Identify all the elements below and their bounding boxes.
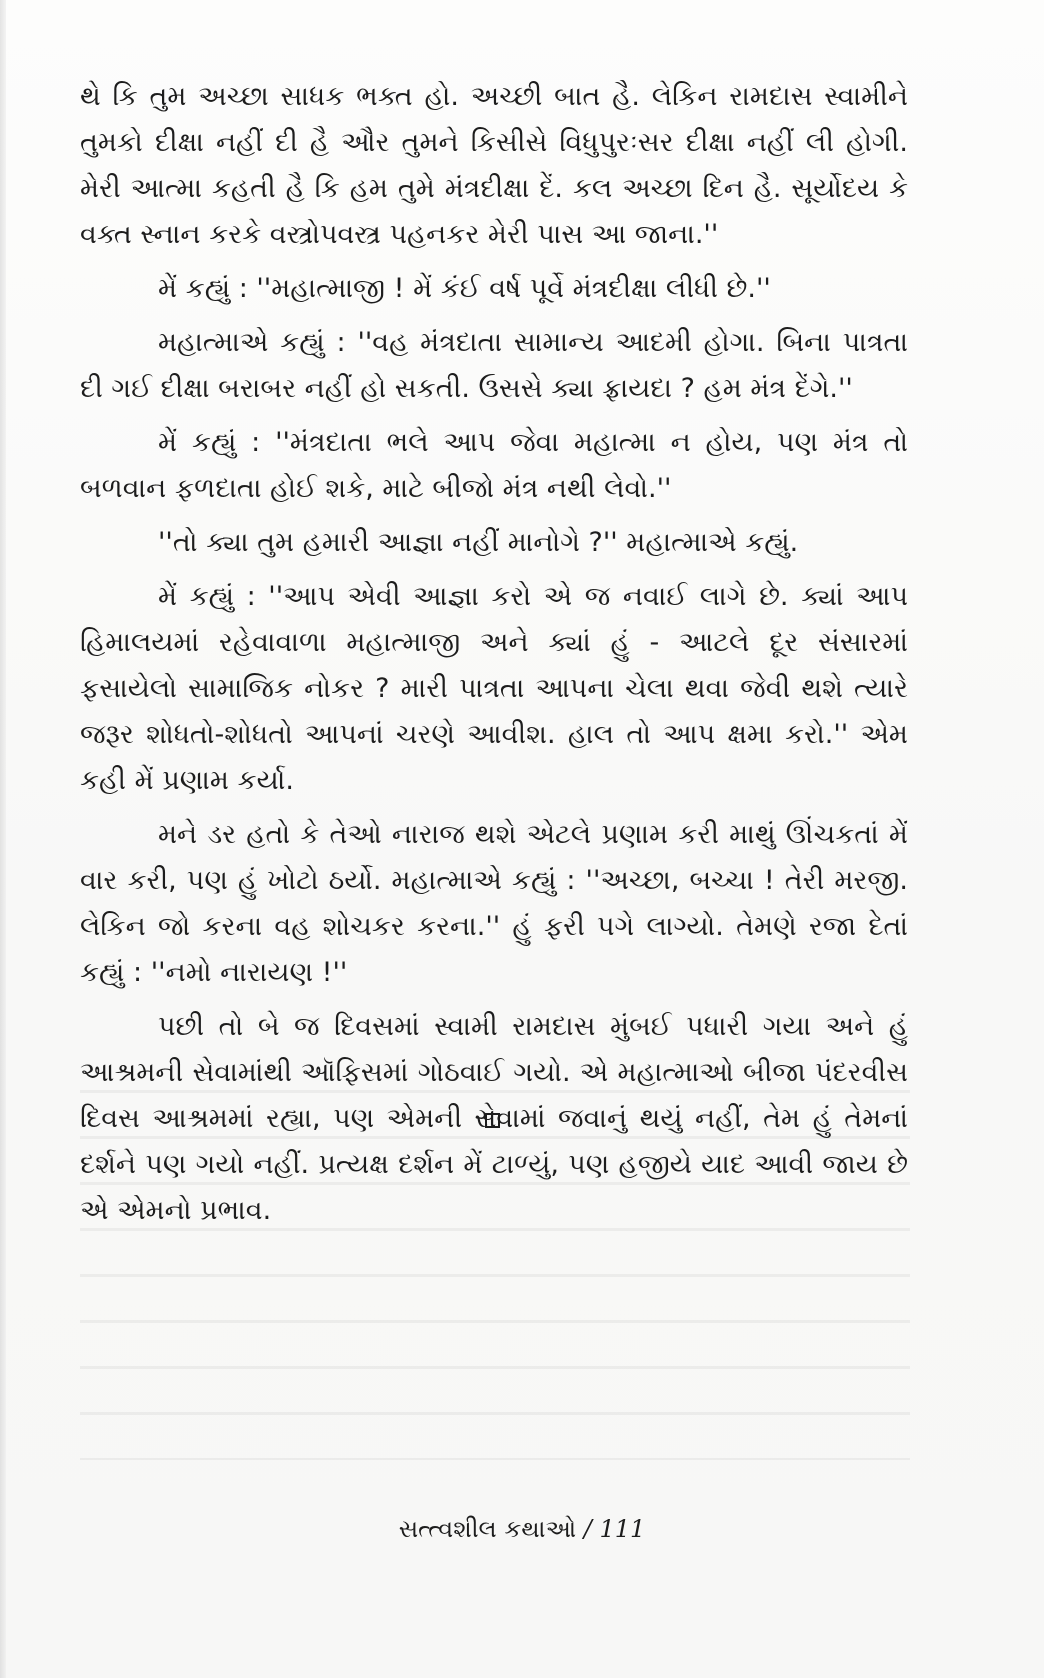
page-edge-shadow xyxy=(0,0,6,1678)
body-text xyxy=(80,74,908,1242)
book-title: સત્ત્વશીલ કથાઓ xyxy=(398,1515,577,1543)
paragraph-continued: થે કિ તુમ અચ્છા સાધક ભક્ત હો. અચ્છી બાત હૈ. લેકિન રામદાસ સ્વામીને તુમકો દીક્ષા નહીં દી હૈ ઔર તુમને કિસીસે વિધુપુરઃસર દીક્ષા નહીં લી હોગી. મેરી આત્મા કહતી હૈ કિ હમ તુમે મંત્રદીક્ષા દેં. કલ અચ્છા દિન હૈ. સૂર્યોદય કે વક્ત સ્નાન કરકે વસ્ત્રોપવસ્ત્ર પહનકર મેરી પાસ આ જાના.'' xyxy=(80,81,908,250)
paragraph: ''તો ક્યા તુમ હમારી આજ્ઞા નહીં માનોગે ?'' મહાત્માએ કહ્યું. xyxy=(158,527,799,558)
paragraph: મને ડર હતો કે તેઓ નારાજ થશે એટલે પ્રણામ કરી માથું ઊંચકતાં મેં વાર કરી, પણ હું ખોટો ઠર્યો. મહાત્માએ કહ્યું : ''અચ્છા, બચ્ચા ! તેરી મરજી. લેકિન જો કરના વહ શોચકર કરના.'' હું ફરી પગે લાગ્યો. તેમણે રજા દેતાં કહ્યું : ''નમો નારાયણ !'' xyxy=(80,819,908,988)
paragraph: મહાત્માએ કહ્યું : ''વહ મંત્રદાતા સામાન્ય આદમી હોગા. બિના પાત્રતા દી ગઈ દીક્ષા બરાબર નહીં હો સકતી. ઉસસે ક્યા ફ્રાયદા ? હમ મંત્ર દેંગે.'' xyxy=(80,327,908,404)
paragraph: પછી તો બે જ દિવસમાં સ્વામી રામદાસ મુંબઈ પધારી ગયા અને હું આશ્રમની સેવામાંથી ઑફિસમાં ગોઠવાઈ ગયો. એ મહાત્માઓ બીજા પંદરવીસ દિવસ આશ્રમમાં રહ્યા, પણ એમની સેવામાં જવાનું થયું નહીં, તેમ હું તેમનાં દર્શને પણ ગયો નહીં. પ્રત્યક્ષ દર્શન મેં ટાળ્યું, પણ હજીયે યાદ આવી જાય છે એ એમનો પ્રભાવ. xyxy=(80,1011,908,1226)
page-number: / 111 xyxy=(583,1515,646,1543)
paragraph: મેં કહ્યું : ''મહાત્માજી ! મેં કંઈ વર્ષ પૂર્વે મંત્રદીક્ષા લીધી છે.'' xyxy=(158,273,771,304)
page-footer xyxy=(0,1515,1044,1543)
section-end-square-icon xyxy=(485,1113,500,1128)
paragraph: મેં કહ્યું : ''મંત્રદાતા ભલે આપ જેવા મહાત્મા ન હોય, પણ મંત્ર તો બળવાન ફળદાતા હોઈ શકે, માટે બીજો મંત્ર નથી લેવો.'' xyxy=(80,427,908,504)
paragraph: મેં કહ્યું : ''આપ એવી આજ્ઞા કરો એ જ નવાઈ લાગે છે. ક્યાં આપ હિમાલયમાં રહેવાવાળા મહાત્માજી અને ક્યાં હું - આટલે દૂર સંસારમાં ફસાયેલો સામાજિક નોકર ? મારી પાત્રતા આપના ચેલા થવા જેવી થશે ત્યારે જરૂર શોધતો-શોધતો આપનાં ચરણે આવીશ. હાલ તો આપ ક્ષમા કરો.'' એમ કહી મેં પ્રણામ કર્યા. xyxy=(80,581,908,796)
